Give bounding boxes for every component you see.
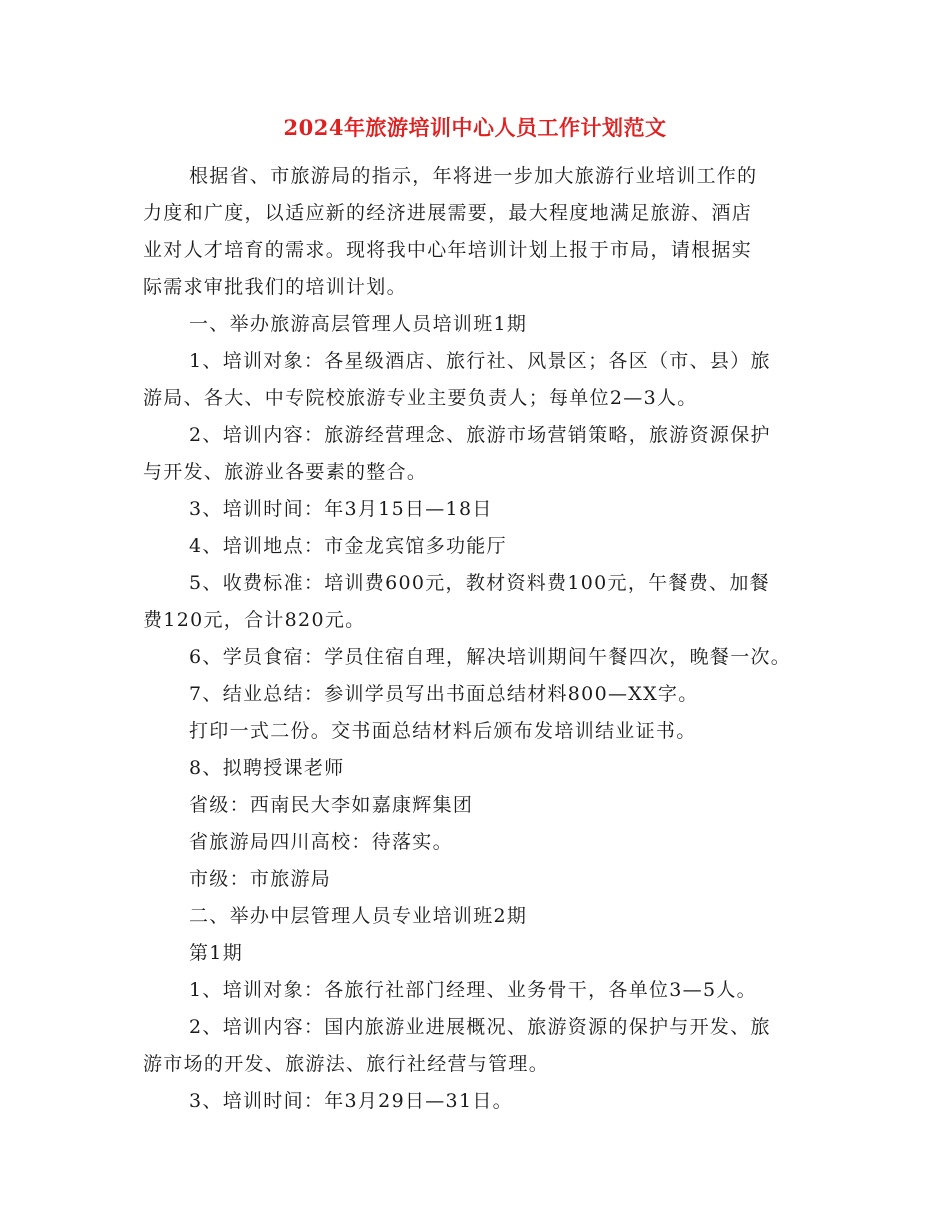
- paragraph-line: 4、培训地点：市金龙宾馆多功能厅: [189, 535, 507, 557]
- paragraph-line: 7、结业总结：参训学员写出书面总结材料800—XX字。: [189, 683, 699, 705]
- paragraph-line: 业对人才培育的需求。现将我中心年培训计划上报于市局，请根据实: [143, 239, 753, 261]
- paragraph-line: 际需求审批我们的培训计划。: [143, 276, 407, 298]
- paragraph-line: 省旅游局四川高校：待落实。: [189, 831, 453, 853]
- paragraph-line: 1、培训对象：各旅行社部门经理、业务骨干，各单位3—5人。: [189, 979, 757, 1001]
- paragraph-line: 省级：西南民大李如嘉康辉集团: [189, 794, 474, 816]
- paragraph-line: 1、培训对象：各星级酒店、旅行社、风景区；各区（市、县）旅: [189, 350, 771, 372]
- paragraph-line: 8、拟聘授课老师: [189, 757, 345, 779]
- paragraph-line: 6、学员食宿：学员住宿自理，解决培训期间午餐四次，晚餐一次。: [189, 646, 792, 668]
- paragraph-line: 2、培训内容：旅游经营理念、旅游市场营销策略，旅游资源保护: [189, 424, 771, 446]
- paragraph-line: 2、培训内容：国内旅游业进展概况、旅游资源的保护与开发、旅: [189, 1016, 771, 1038]
- paragraph-line: 游局、各大、中专院校旅游专业主要负责人；每单位2—3人。: [143, 387, 698, 409]
- paragraph-line: 费120元，合计820元。: [143, 609, 366, 631]
- document-title: 2024年旅游培训中心人员工作计划范文: [283, 115, 667, 140]
- paragraph-line: 游市场的开发、旅游法、旅行社经营与管理。: [143, 1053, 550, 1075]
- paragraph-line: 3、培训时间：年3月15日—18日: [189, 498, 493, 520]
- paragraph-line: 力度和广度，以适应新的经济进展需要，最大程度地满足旅游、酒店: [143, 202, 753, 224]
- document-body: [143, 158, 808, 1120]
- paragraph-line: 3、培训时间：年3月29日—31日。: [189, 1090, 513, 1112]
- paragraph-line: 打印一式二份。交书面总结材料后颁布发培训结业证书。: [189, 720, 697, 742]
- paragraph-line: 根据省、市旅游局的指示，年将进一步加大旅游行业培训工作的: [189, 165, 758, 187]
- paragraph-line: 5、收费标准：培训费600元，教材资料费100元，午餐费、加餐: [189, 572, 770, 594]
- paragraph-line: 市级：市旅游局: [189, 868, 332, 890]
- paragraph-line: 与开发、旅游业各要素的整合。: [143, 461, 428, 483]
- section-heading: 一、举办旅游高层管理人员培训班1期: [189, 313, 528, 335]
- section-heading: 二、举办中层管理人员专业培训班2期: [189, 905, 528, 927]
- paragraph-line: 第1期: [189, 942, 243, 964]
